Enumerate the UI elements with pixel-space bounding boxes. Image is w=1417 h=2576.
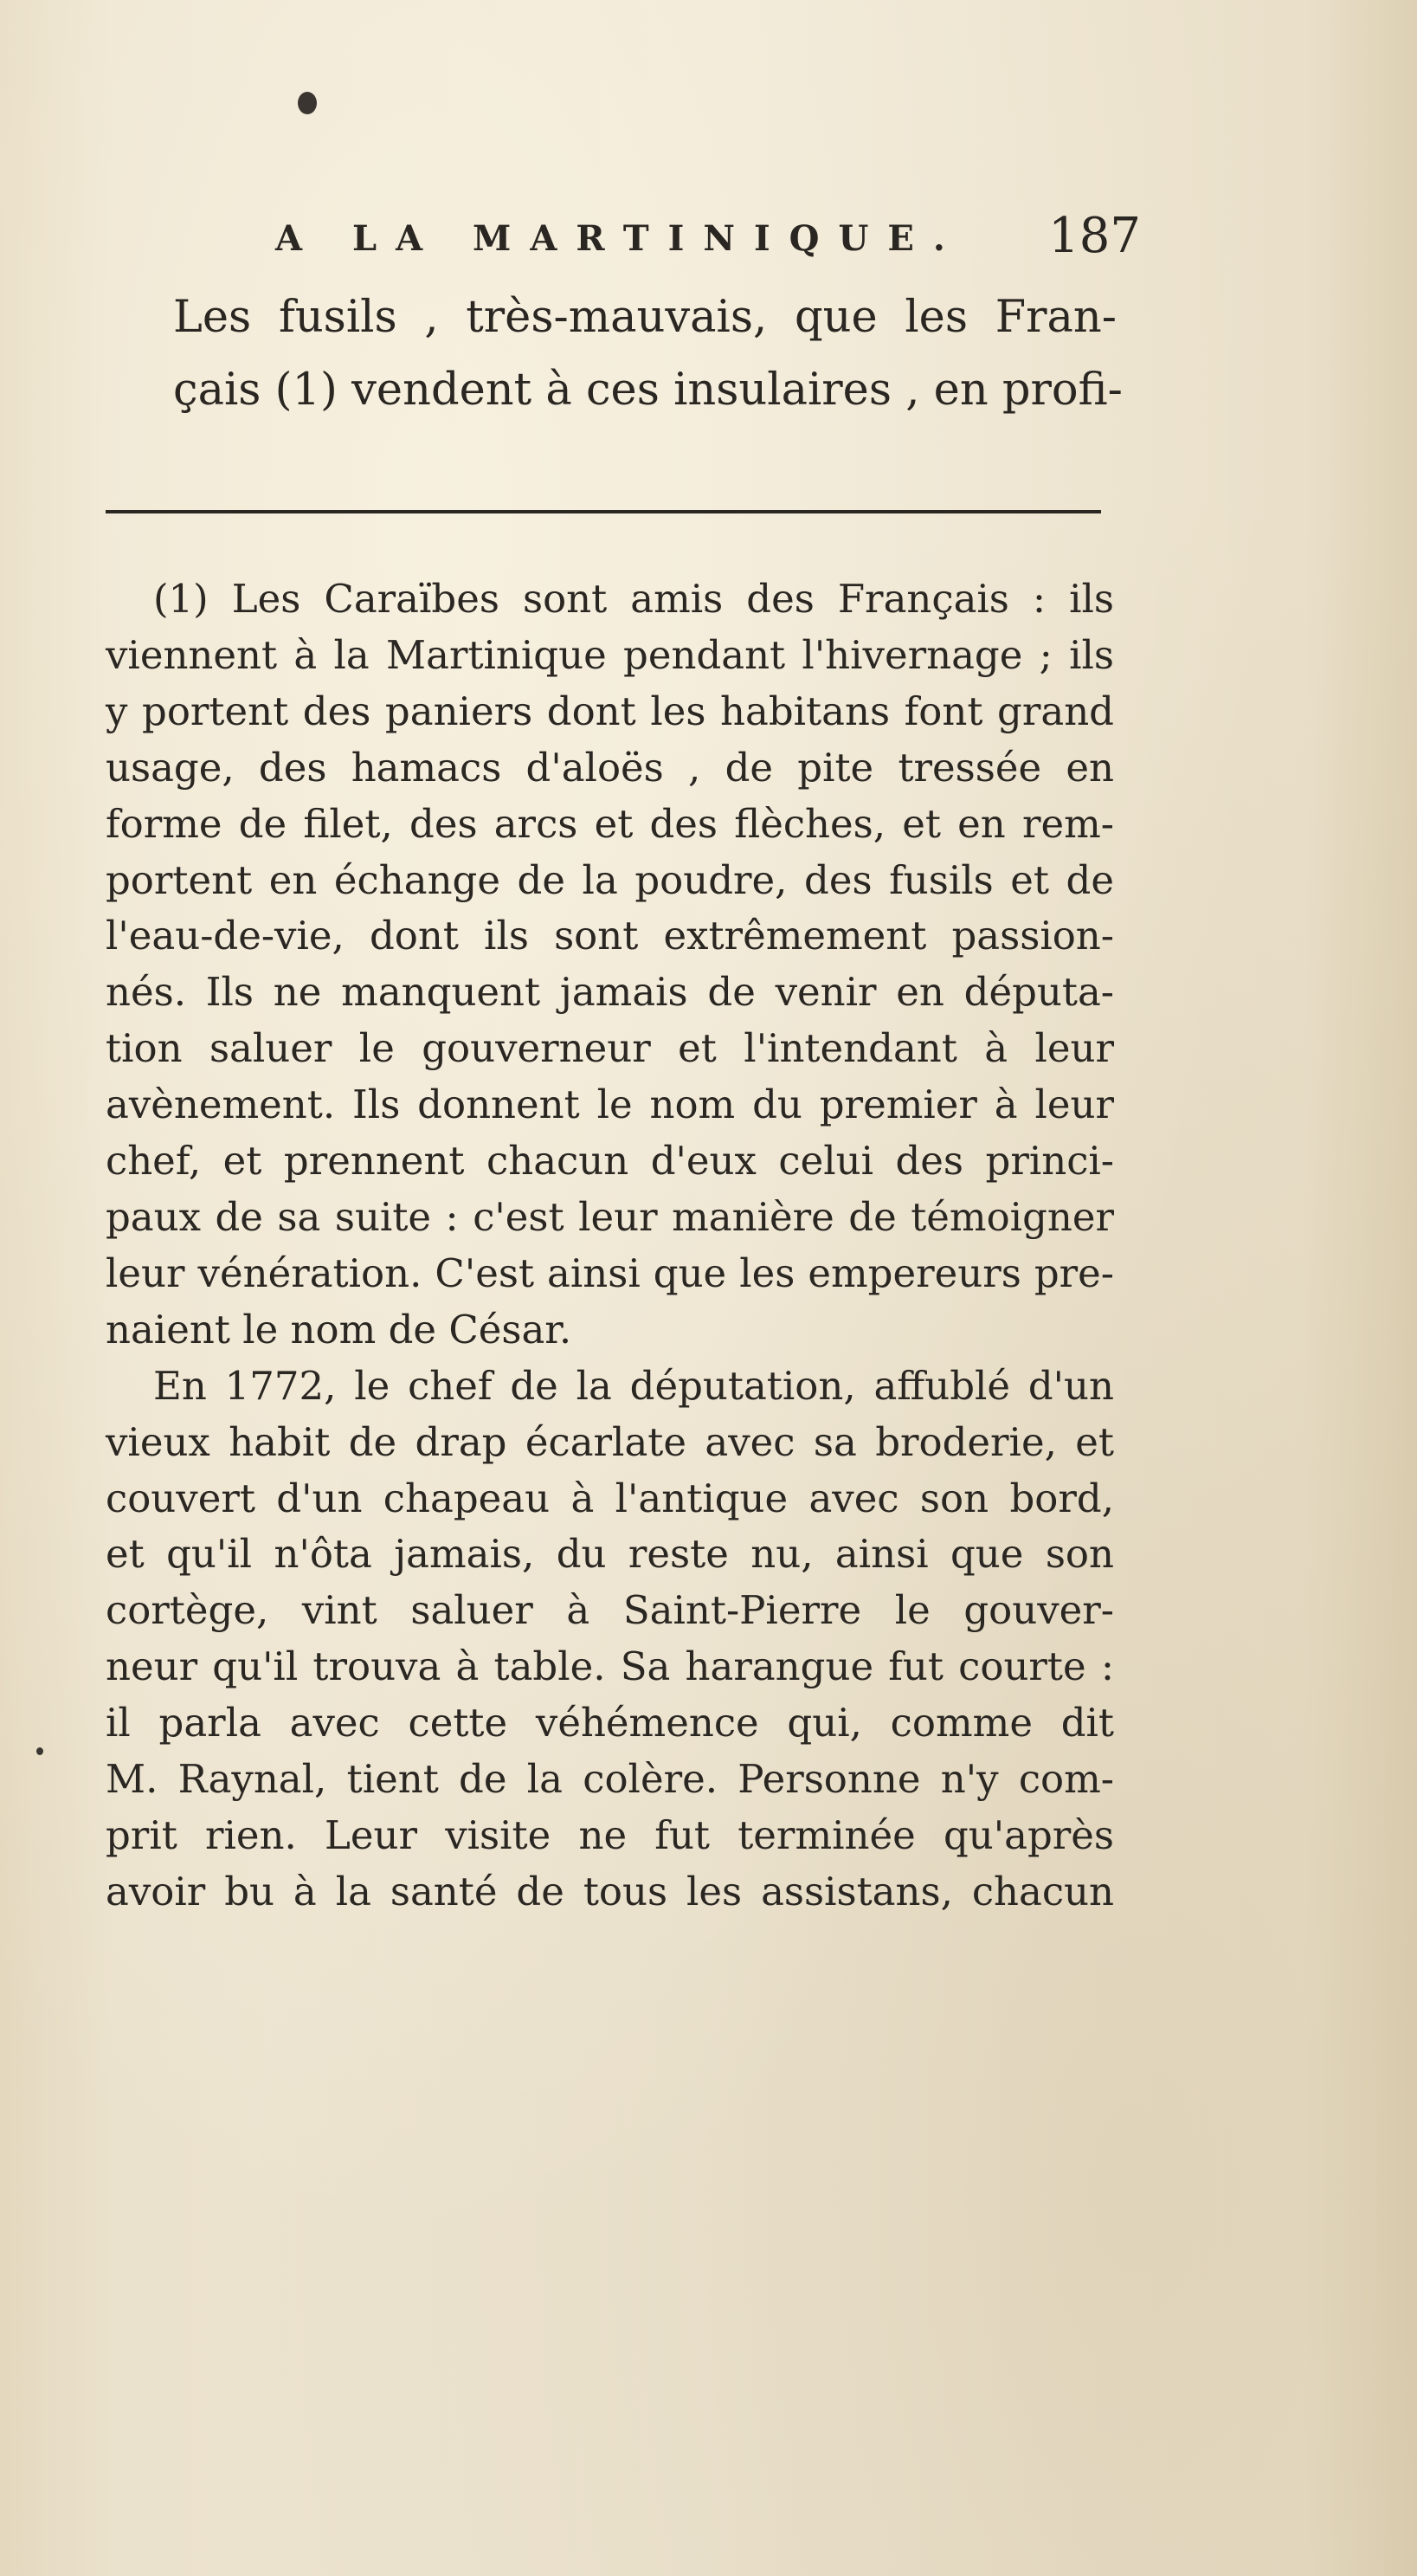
footnote-line: chef, et prennent chacun d'eux celui des princi- [106,1138,1114,1185]
footnote-line: vieux habit de drap écarlate avec sa broderie, et [106,1418,1114,1465]
page-number: 187 [1048,208,1141,264]
text-line: çais (1) vendent à ces insulaires , en profi- [173,365,1123,416]
footnote-line: neur qu'il trouva à table. Sa harangue fut courte : [106,1643,1114,1690]
footnote-line: couvert d'un chapeau à l'antique avec son bord, [106,1475,1114,1521]
footnote-line: tion saluer le gouverneur et l'intendant à leur [106,1025,1114,1072]
footnote-line: cortège, vint saluer à Saint-Pierre le gouver- [106,1587,1114,1634]
ink-spot [298,92,317,114]
footnote-line: M. Raynal, tient de la colère. Personne n'y com- [106,1756,1114,1803]
footnote-line: (1) Les Caraïbes sont amis des Français : ils [153,576,1114,622]
footnote-line: l'eau-de-vie, dont ils sont extrêmement passion- [106,913,1114,959]
running-head: A LA MARTINIQUE. [275,218,964,259]
footnote-line: viennent à la Martinique pendant l'hivernage ; ils [106,631,1114,678]
footnote-line: et qu'il n'ôta jamais, du reste nu, ainsi que son [106,1531,1114,1578]
text-line: Les fusils , très-mauvais, que les Fran- [173,292,1117,343]
footnote-line: prit rien. Leur visite ne fut terminée qu'après [106,1811,1114,1858]
footnote-line: y portent des paniers dont les habitans font grand [106,688,1114,734]
footnote-line: portent en échange de la poudre, des fusils et de [106,856,1114,903]
page-header [275,208,1167,277]
ink-spot [36,1747,43,1755]
footnote-line: avènement. Ils donnent le nom du premier à leur [106,1081,1114,1128]
footnote-line: nés. Ils ne manquent jamais de venir en députa- [106,969,1114,1016]
footnote-line: usage, des hamacs d'aloës , de pite tressée en [106,744,1114,791]
footnote-line: forme de filet, des arcs et des flèches, et en rem- [106,800,1114,847]
main-text [173,281,1123,427]
footnote-rule [106,510,1101,513]
footnote-line: avoir bu à la santé de tous les assistans, chacun [106,1868,1114,1914]
footnote-line: leur vénération. C'est ainsi que les empereurs pre- [106,1249,1114,1296]
footnote-line: il parla avec cette véhémence qui, comme dit [106,1700,1114,1746]
footnote-line: naient le nom de César. [106,1306,572,1353]
footnote-line: paux de sa suite : c'est leur manière de témoigner [106,1193,1114,1240]
footnote [106,571,1114,1921]
footnote-line: En 1772, le chef de la députation, affublé d'un [153,1362,1114,1409]
